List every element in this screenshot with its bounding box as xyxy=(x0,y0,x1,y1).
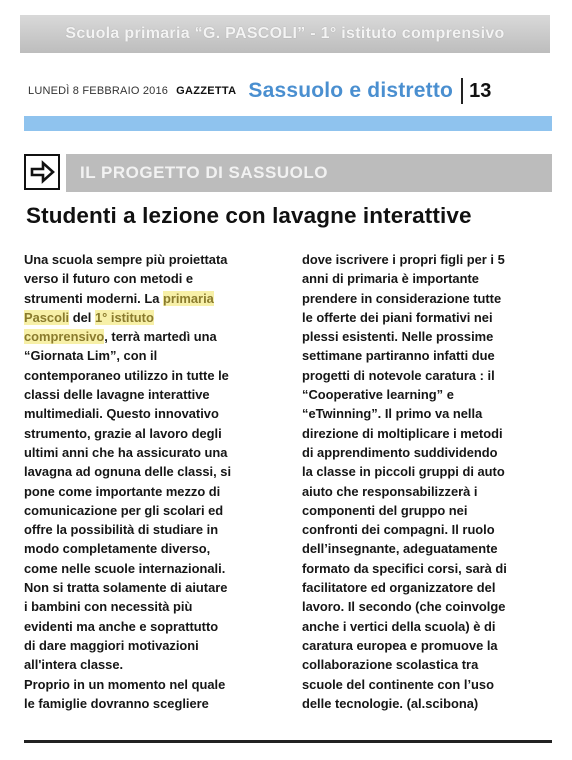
kicker-text: IL PROGETTO DI SASSUOLO xyxy=(80,163,328,182)
text-line: progetti di notevole caratura : il xyxy=(302,367,495,383)
text-line: i bambini con necessità più xyxy=(24,599,193,615)
text-line: formato da specifici corsi, sarà di xyxy=(302,560,507,576)
text-line: multimediali. Questo innovativo xyxy=(24,406,219,422)
text-line: delle tecnologie. (al.scibona) xyxy=(302,695,479,711)
text-line: collaborazione scolastica tra xyxy=(302,657,479,673)
text-line xyxy=(24,289,282,308)
section-color-band xyxy=(24,116,552,131)
text-line: direzione di moltiplicare i metodi xyxy=(302,425,503,441)
text-line: pone come importante mezzo di xyxy=(24,483,221,499)
text-fragment: del xyxy=(69,309,95,325)
text-line xyxy=(24,308,282,327)
text-line: le offerte dei piani formativi nei xyxy=(302,309,493,325)
highlighted-text: 1° istituto xyxy=(94,309,154,325)
text-line: lavagna ad ognuna delle classi, si xyxy=(24,464,232,480)
text-line: contemporaneo utilizzo in tutte le xyxy=(24,367,229,383)
text-line: offre la possibilità di studiare in xyxy=(24,522,219,538)
text-line: prendere in considerazione tutte xyxy=(302,290,502,306)
masthead-divider xyxy=(461,78,463,104)
section-title: Sassuolo e distretto xyxy=(248,79,454,102)
text-line: settimane partiranno infatti due xyxy=(302,348,495,364)
text-line: anni di primaria è importante xyxy=(302,271,479,287)
text-line: anche i vertici della scuola) è di xyxy=(302,618,496,634)
text-line: scuole del continente con l’uso xyxy=(302,676,494,692)
text-line: “eTwinning”. Il primo va nella xyxy=(302,406,483,422)
text-line: strumento, grazie al lavoro degli xyxy=(24,425,222,441)
arrow-right-icon xyxy=(24,154,60,190)
highlighted-text: comprensivo xyxy=(24,329,105,345)
text-line: le famiglie dovranno scegliere xyxy=(24,695,209,711)
text-line: facilitatore ed organizzatore del xyxy=(302,580,496,596)
text-line: ultimi anni che ha assicurato una xyxy=(24,444,228,460)
text-line: Non si tratta solamente di aiutare xyxy=(24,580,228,596)
text-line: plessi esistenti. Nelle prossime xyxy=(302,329,494,345)
text-line: verso il futuro con metodi e xyxy=(24,271,194,287)
text-line: lavoro. Il secondo (che coinvolge xyxy=(302,599,506,615)
text-line: “Giornata Lim”, con il xyxy=(24,348,158,364)
kicker-bar xyxy=(66,154,552,192)
article-column-left xyxy=(24,250,282,713)
page-number: 13 xyxy=(469,79,492,102)
text-line: “Cooperative learning” e xyxy=(302,387,454,403)
text-line: Una scuola sempre più proiettata xyxy=(24,252,228,267)
highlighted-text: Pascoli xyxy=(24,309,70,325)
text-line: caratura europea e promuove la xyxy=(302,637,498,653)
masthead xyxy=(20,74,550,108)
text-line: Proprio in un momento nel quale xyxy=(24,676,226,692)
article-column-right xyxy=(302,250,552,713)
text-line: modo completamente diverso, xyxy=(24,541,211,557)
article-headline: Studenti a lezione con lavagne interattive xyxy=(26,203,472,228)
newspaper-name: GAZZETTA xyxy=(176,85,237,97)
text-line: come nelle scuole internazionali. xyxy=(24,560,226,576)
text-line: di dare maggiori motivazioni xyxy=(24,637,199,653)
text-line: dove iscrivere i propri figli per i 5 xyxy=(302,252,505,267)
text-line xyxy=(24,327,282,346)
text-line: evidenti ma anche e soprattutto xyxy=(24,618,219,634)
text-line: componenti del gruppo nei xyxy=(302,502,468,518)
kicker xyxy=(24,154,552,192)
text-line: all'intera classe. xyxy=(24,657,124,673)
highlighted-text: primaria xyxy=(162,290,214,306)
text-line: comunicazione per gli scolari ed xyxy=(24,502,224,518)
school-banner xyxy=(20,15,550,53)
text-line: aiuto che responsabilizzerà i xyxy=(302,483,478,499)
issue-date: LUNEDÌ 8 FEBBRAIO 2016 xyxy=(28,85,169,97)
text-line: dell’insegnante, adeguatamente xyxy=(302,541,498,557)
text-fragment: strumenti moderni. La xyxy=(24,290,163,306)
text-line: confronti dei compagni. Il ruolo xyxy=(302,522,495,538)
text-line: di apprendimento suddividendo xyxy=(302,444,498,460)
text-line: classi delle lavagne interattive xyxy=(24,387,210,403)
text-line: la classe in piccoli gruppi di auto xyxy=(302,464,505,480)
text-fragment: , terrà martedì una xyxy=(104,329,217,345)
school-banner-text: Scuola primaria “G. PASCOLI” - 1° istituto comprensivo xyxy=(65,25,505,42)
bottom-rule xyxy=(24,740,552,743)
